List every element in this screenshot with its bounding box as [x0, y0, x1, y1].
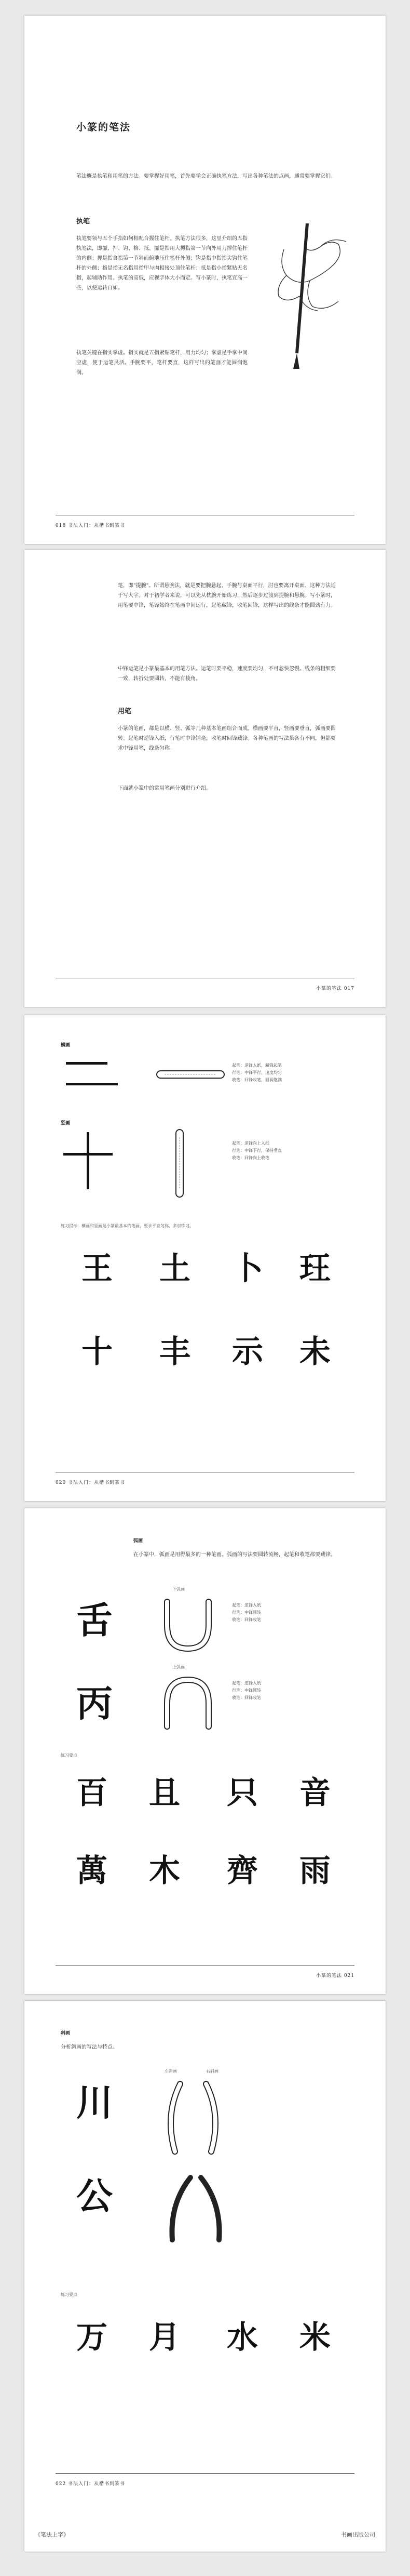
seal-character: 公 — [76, 2174, 113, 2218]
vertical-stroke-notes — [232, 1140, 346, 1162]
combined-slant-diagram — [159, 2172, 232, 2245]
body-paragraph: 执笔要领与五个手指如何相配合握住笔杆。执笔方法很多，这里介绍的五指执笔法，即擫、押、钩、格、抵。擫是指用大拇指第一节向外用力撑住笔杆的内侧；押是指食指第一节斜而俯地压住笔杆外侧；钩是指中指指尖钩住笔杆的外侧；格是指无名指用指甲与肉相接处顶住笔杆；抵是指小指紧贴无名指，起辅助作用。执笔的高低，应视字体大小而定。写小篆时，执笔宜高一些，以便运转自如。 — [76, 236, 248, 291]
practice-label: 练习要点 — [61, 1753, 77, 1758]
section-label-shu: 竖画 — [61, 1121, 71, 1126]
seal-character: 舌 — [76, 1599, 113, 1642]
seal-character: 水 — [227, 2319, 258, 2356]
note-line: 收笔：回锋向上收笔 — [232, 1156, 269, 1160]
seal-stroke — [66, 1083, 118, 1085]
section-title-zhibi: 执笔 — [76, 218, 90, 225]
note-line: 行笔：中锋平行，速度均匀 — [232, 1070, 282, 1075]
intro-paragraph: 在小篆中，弧画是用得最多的一种笔画。弧画的写法要圆转流畅，起笔和收笔都要藏锋。 — [133, 1552, 336, 1558]
seal-character: 且 — [149, 1775, 180, 1811]
chapter-title: 小篆的笔法 — [76, 122, 131, 133]
page-2 — [24, 550, 386, 1007]
note-line: 行笔：中锋圆转 — [232, 1610, 261, 1615]
paragraph-3: 小篆的笔画，都是以横、竖、弧等几种基本笔画组合而成。横画要平直，竖画要垂直，弧画要圆转。起笔时逆锋入纸，行笔时中锋铺毫，收笔时回锋藏锋。各种笔画的写法虽各有不同，但都要求中锋用笔，线条匀称。 — [118, 726, 336, 751]
seal-character: 米 — [299, 2319, 331, 2356]
note-line: 收笔：回锋收笔 — [232, 1617, 261, 1622]
label-upper-arc: 上弧画 — [172, 1665, 185, 1669]
left-slant-diagram — [154, 2079, 190, 2157]
seal-character: 十 — [81, 1334, 113, 1370]
seal-character: 萬 — [76, 1853, 107, 1889]
page-4 — [24, 1508, 386, 1994]
note-line: 起笔：逆锋入纸 — [232, 1681, 261, 1685]
seal-character: 音 — [299, 1775, 331, 1811]
seal-character: 万 — [76, 2319, 107, 2356]
label-left-slant: 左斜画 — [165, 2069, 177, 2074]
section-label-hu: 弧画 — [133, 1538, 143, 1544]
seal-character: 只 — [227, 1775, 258, 1811]
note-line: 行笔：中锋圆转 — [232, 1688, 261, 1693]
note-line: 收笔：回锋收笔 — [232, 1695, 261, 1700]
footer-rule — [56, 1965, 354, 1966]
seal-character: 土 — [159, 1251, 190, 1287]
lower-arc-notes — [232, 1602, 346, 1624]
horizontal-stroke-notes — [232, 1062, 346, 1084]
seal-character: 川 — [76, 2081, 113, 2124]
intro-paragraph: 分析斜画的写法与特点。 — [61, 2044, 118, 2050]
watermark-left: 《笔法上字》 — [35, 2531, 69, 2538]
note-line: 起笔：逆锋向上入纸 — [232, 1141, 269, 1146]
intro-paragraph: 笔法概是执笔和用笔的方法。要掌握好用笔，首先要学会正确执笔方法，写出各种笔法的点画，通常要掌握它们。 — [76, 174, 336, 179]
paragraph-1: 笔，即"提腕"。所谓悬腕法，就是要把腕悬起，手腕与桌面平行，肘也要离开桌面。这种方法适于写大字。对于初学者来说，可以先从枕腕开始练习，然后逐步过渡到提腕和悬腕。写小篆时，用笔要中锋，笔锋始终在笔画中间运行，起笔藏锋，收笔回锋，这样写出的线条才能圆劲有力。 — [118, 583, 336, 608]
seal-character: 丰 — [159, 1334, 190, 1370]
lower-arc-diagram — [159, 1597, 216, 1654]
seal-stroke — [66, 1062, 107, 1065]
upper-arc-diagram — [159, 1675, 216, 1732]
seal-character: 齊 — [227, 1853, 258, 1889]
section-label-xie: 斜画 — [61, 2031, 71, 2036]
paragraph-4: 下面就小篆中的常用笔画分别进行介绍。 — [118, 786, 211, 791]
seal-stroke — [63, 1153, 113, 1156]
seal-character: 月 — [149, 2319, 180, 2356]
seal-character: 雨 — [299, 1853, 331, 1889]
footer-rule — [56, 2473, 354, 2474]
practice-label: 练习要点 — [61, 2292, 77, 2297]
page-footer: 小篆的笔法 021 — [316, 1973, 354, 1979]
seal-character: 丙 — [76, 1682, 113, 1725]
page-footer: 小篆的笔法 017 — [316, 986, 354, 991]
page-footer: 022 书法入门：从楷书到篆书 — [56, 2481, 126, 2487]
watermark-right: 书画出版公司 — [341, 2531, 375, 2538]
section-title-yongbi: 用笔 — [118, 708, 132, 715]
seal-character: 王 — [81, 1251, 113, 1287]
seal-character: 木 — [149, 1853, 180, 1889]
paragraph-2: 中锋运笔是小篆最基本的用笔方法。运笔时要平稳，速度要均匀，不可忽快忽慢。线条的粗细要一致，转折处要圆转，不能有棱角。 — [118, 666, 336, 682]
vertical-stroke-diagram — [170, 1127, 190, 1200]
seal-character: 百 — [76, 1775, 107, 1811]
page-3 — [24, 1015, 386, 1501]
hand-holding-brush-illustration — [248, 218, 351, 374]
horizontal-stroke-diagram — [154, 1065, 227, 1085]
page-footer: 018 书法入门：从楷书到篆书 — [56, 523, 126, 528]
page-5 — [24, 2001, 386, 2552]
practice-note: 练习提示：横画和竖画是小篆最基本的笔画，要求平直匀称，多加练习。 — [61, 1224, 194, 1228]
note-line: 行笔：中锋下行，保持垂直 — [232, 1148, 282, 1153]
seal-character: 卜 — [232, 1251, 263, 1287]
label-right-slant: 右斜画 — [206, 2069, 218, 2074]
note-line: 起笔：逆锋入纸，藏锋起笔 — [232, 1063, 282, 1068]
note-line: 收笔：回锋收笔，圆润饱满 — [232, 1078, 282, 1082]
body-paragraph-2: 执笔关键在指实掌虚。指实就是五指紧贴笔杆，用力均匀；掌虚是手掌中间空虚，便于运笔灵活。手腕要平，笔杆要直，这样写出的笔画才能圆润饱满。 — [76, 350, 248, 376]
right-slant-diagram — [196, 2079, 232, 2157]
page-footer: 020 书法入门：从楷书到篆书 — [56, 1480, 126, 1485]
seal-stroke — [87, 1132, 89, 1189]
label-lower-arc: 下弧画 — [172, 1587, 185, 1591]
note-line: 起笔：逆锋入纸 — [232, 1603, 261, 1608]
page-1 — [24, 16, 386, 544]
upper-arc-notes — [232, 1680, 346, 1702]
seal-character: 玨 — [299, 1251, 331, 1287]
section-label-heng: 横画 — [61, 1043, 71, 1048]
seal-character: 示 — [232, 1334, 263, 1370]
seal-character: 未 — [299, 1334, 331, 1370]
